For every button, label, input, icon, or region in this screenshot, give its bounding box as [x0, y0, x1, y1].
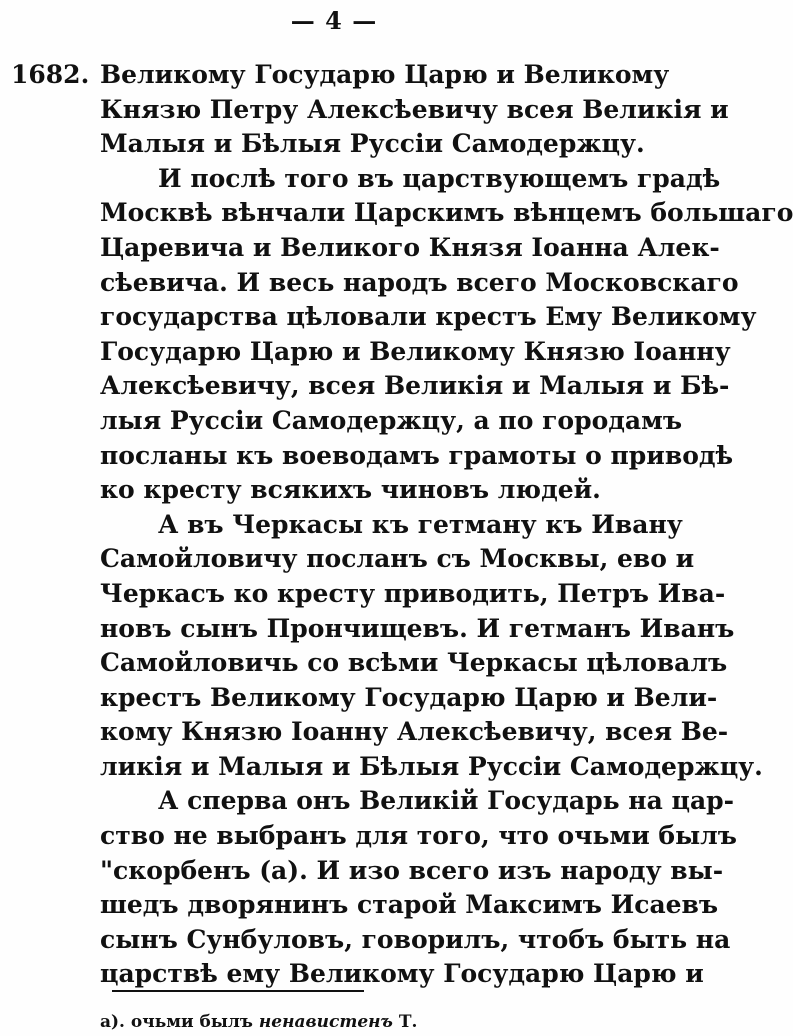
line-text: новъ сынъ Прончищевъ. И гетманъ Иванъ: [100, 613, 735, 643]
line-text: Москвѣ вѣнчали Царскимъ вѣнцемъ большаго: [100, 198, 793, 228]
text-line: [0, 508, 683, 543]
line-text: Государю Царю и Великому Князю Іоанну: [100, 336, 731, 366]
line-text: сѣевича. И весь народъ всего Московскаго: [100, 267, 739, 297]
text-line: [0, 473, 668, 508]
line-text: кому Князю Іоанну Алексѣевичу, всея Ве-: [100, 717, 729, 747]
text-line: [0, 612, 735, 647]
line-text: Черкасъ ко кресту приводить, Петръ Ива-: [100, 578, 726, 608]
footnote-divider: [112, 990, 364, 992]
footnote-suffix: Т.: [398, 1012, 418, 1032]
line-text: Князю Петру Алексѣевичу всея Великія и: [100, 94, 729, 124]
text-line: [0, 542, 695, 577]
text-line: [0, 369, 730, 404]
line-text: ство не выбранъ для того, что очьми былъ: [100, 821, 737, 851]
text-line: [0, 784, 735, 819]
footnote-text: очьми былъ: [130, 1012, 253, 1032]
line-text: А сперва онъ Великій Государь на цар-: [158, 786, 735, 816]
line-text: сынъ Сунбуловъ, говорилъ, чтобъ быть на: [100, 924, 731, 954]
text-line: [0, 646, 728, 681]
text-line: [0, 854, 724, 889]
text-line: [0, 93, 729, 128]
text-line: [0, 404, 682, 439]
line-text: И послѣ того въ царствующемъ градѣ: [158, 163, 721, 193]
text-line: [0, 577, 726, 612]
footnote-italic-text: ненавистенъ: [258, 1012, 393, 1032]
footnote-marker: а).: [100, 1012, 125, 1032]
line-text: Алексѣевичу, всея Великія и Малыя и Бѣ-: [100, 371, 730, 401]
text-line: [0, 715, 729, 750]
text-line: [0, 819, 737, 854]
text-line: [0, 335, 731, 370]
line-text: государства цѣловали крестъ Ему Великому: [100, 302, 757, 332]
line-text: "скорбенъ (а). И изо всего изъ народу вы-: [100, 855, 724, 885]
text-line: [0, 127, 668, 162]
line-text: ко кресту всякихъ чиновъ людей.: [100, 475, 601, 505]
text-line: [0, 923, 731, 958]
text-line: [0, 439, 734, 474]
line-text: ликія и Малыя и Бѣлыя Руссіи Самодержцу.: [100, 751, 763, 781]
text-line: [0, 888, 719, 923]
text-line: [0, 957, 704, 992]
line-text: Самойловичь со всѣми Черкасы цѣловалъ: [100, 648, 728, 678]
line-text: Царевича и Великого Князя Іоанна Алек-: [100, 232, 720, 262]
line-text: посланы къ воеводамъ грамоты о приводѣ: [100, 440, 734, 470]
text-line: [0, 58, 668, 93]
page-number: — 4 —: [290, 6, 378, 35]
text-line: [0, 196, 793, 231]
text-line: [0, 266, 739, 301]
text-line: [0, 750, 763, 785]
text-line: [0, 300, 757, 335]
text-line: [0, 231, 720, 266]
line-text: А въ Черкасы къ гетману къ Ивану: [158, 509, 683, 539]
line-text: лыя Руссіи Самодержцу, а по городамъ: [100, 405, 682, 435]
line-text: Самойловичу посланъ съ Москвы, ево и: [100, 544, 695, 574]
line-text: царствѣ ему Великому Государю Царю и: [100, 959, 704, 989]
line-text: Великому Государю Царю и Великому: [100, 60, 670, 89]
line-text: Малыя и Бѣлыя Руссіи Самодержцу.: [100, 129, 645, 159]
line-text: шедъ дворянинъ старой Максимъ Исаевъ: [100, 890, 719, 920]
line-text: крестъ Великому Государю Царю и Вели-: [100, 682, 718, 712]
text-line: [0, 681, 718, 716]
text-line: [0, 162, 721, 197]
year-label: 1682.: [11, 60, 90, 89]
main-text: [0, 58, 793, 992]
footnote: [100, 1012, 417, 1032]
